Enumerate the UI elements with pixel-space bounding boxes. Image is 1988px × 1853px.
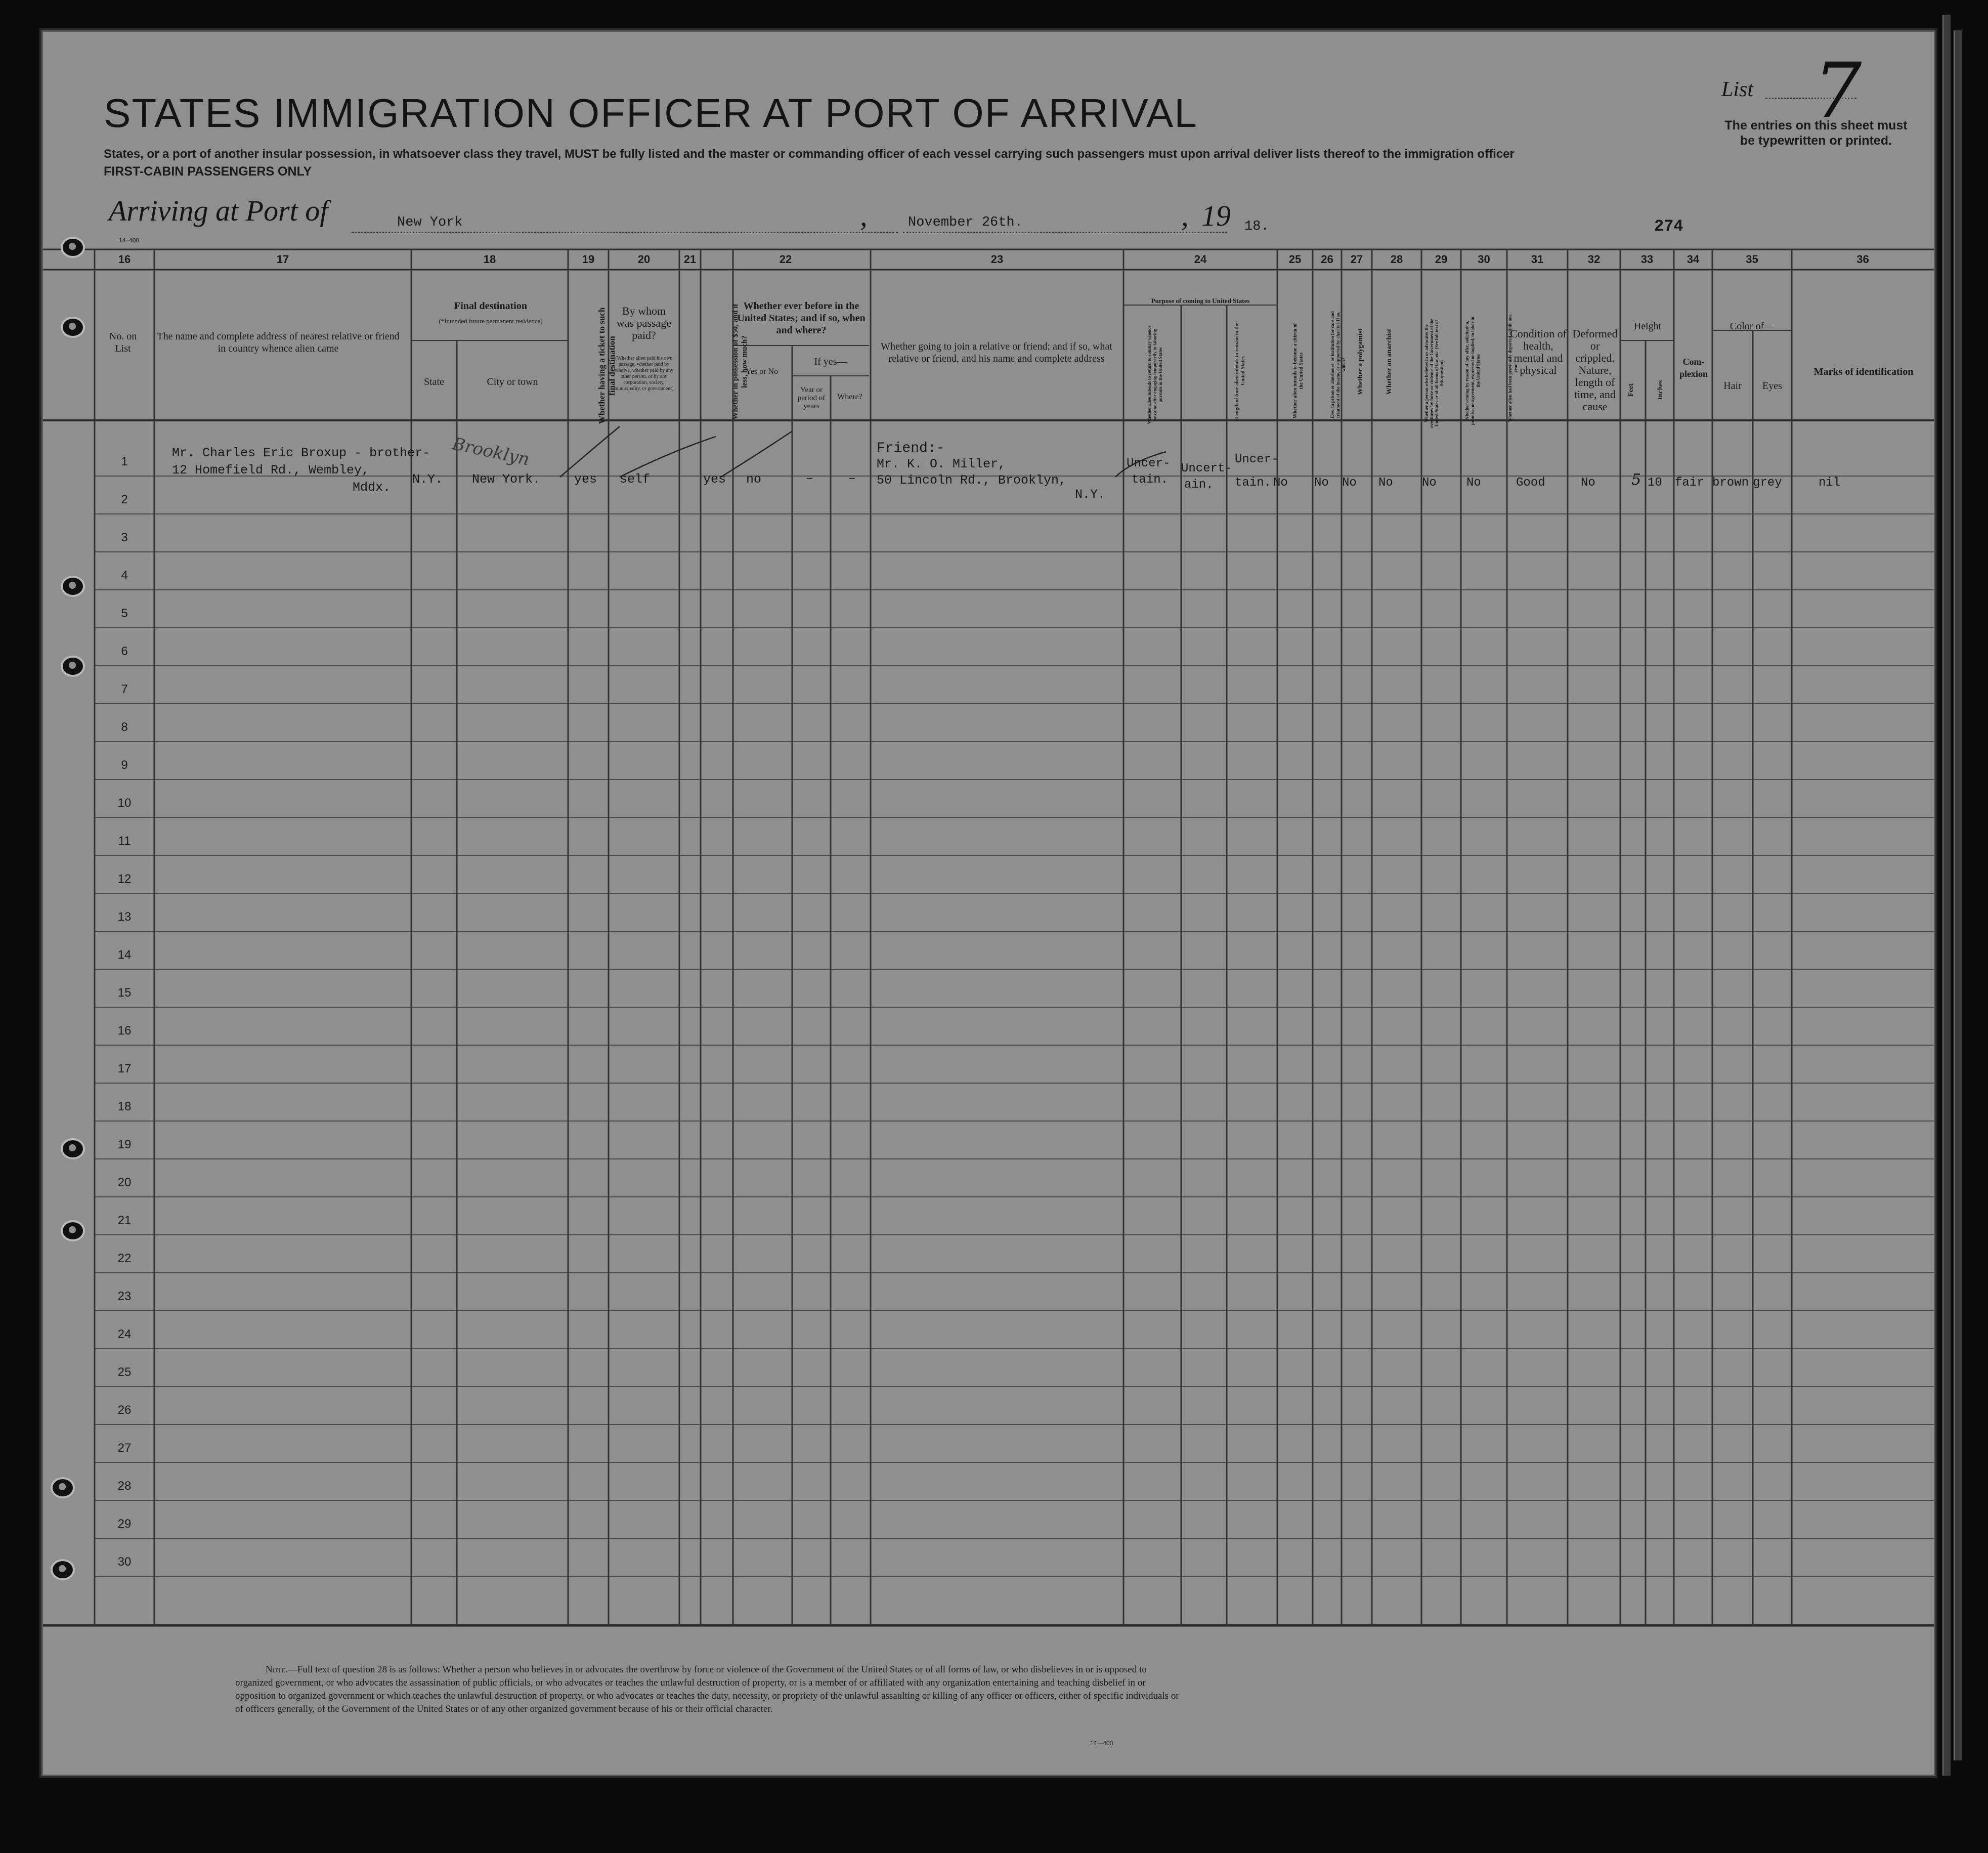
column-number: 16 bbox=[118, 253, 131, 266]
typewritten-note: The entries on this sheet must be typewritten or printed. bbox=[1724, 118, 1908, 148]
header-final-destination-sub: (*Intended future permanent residence) bbox=[439, 317, 543, 325]
header-city: City or town bbox=[487, 376, 538, 387]
row-number: 21 bbox=[117, 1214, 132, 1227]
anarchist-answer: No bbox=[1342, 476, 1357, 490]
column-number: 28 bbox=[1390, 253, 1403, 266]
header-final-destination: Final destination bbox=[454, 300, 527, 312]
binding-hole bbox=[61, 1138, 85, 1159]
header-purpose: Purpose of coming to United States bbox=[1151, 297, 1250, 305]
header-condition-health: Condition of health, mental and physical bbox=[1510, 328, 1567, 376]
been-before-year: – bbox=[806, 471, 814, 486]
binding-hole bbox=[51, 1559, 75, 1580]
purpose-length-1: Uncert- bbox=[1181, 462, 1232, 476]
column-number: 36 bbox=[1856, 253, 1869, 266]
header-has-50: Whether in possession of $50, and if less, how much? bbox=[731, 304, 749, 420]
has-50-answer: yes bbox=[703, 472, 726, 487]
header-state: State bbox=[424, 376, 444, 387]
ticket-answer: yes bbox=[574, 472, 597, 487]
join-name: Mr. K. O. Miller, bbox=[877, 457, 1006, 471]
row-number: 25 bbox=[117, 1365, 132, 1379]
row-number: 3 bbox=[121, 531, 128, 544]
list-label: List bbox=[1721, 78, 1754, 101]
manifest-sheet bbox=[41, 30, 1935, 1776]
row-number: 12 bbox=[117, 872, 132, 886]
row-number: 22 bbox=[117, 1252, 132, 1265]
column-number: 34 bbox=[1687, 253, 1700, 266]
header-ticket: Whether having a ticket to such final destination bbox=[597, 307, 617, 424]
header-marks: Marks of identification bbox=[1813, 366, 1914, 377]
row-number: 2 bbox=[121, 493, 128, 506]
header-deformed: Deformed or crippled. Nature, length of time, and cause bbox=[1572, 328, 1618, 413]
relative-county: Mddx. bbox=[353, 480, 391, 495]
column-number: 35 bbox=[1746, 253, 1758, 266]
eye-color: grey bbox=[1753, 476, 1782, 490]
arriving-label: Arriving at Port of bbox=[109, 194, 328, 227]
join-state: N.Y. bbox=[1075, 487, 1106, 502]
header-purpose-length: Length of time alien intends to remain in the United States bbox=[1234, 323, 1246, 419]
footnote-question-28 bbox=[235, 1663, 1186, 1716]
relative-street: 12 Homefield Rd., Wembley, bbox=[172, 463, 370, 478]
header-hair: Hair bbox=[1723, 380, 1742, 392]
binding-hole bbox=[61, 1220, 85, 1241]
been-before-where: – bbox=[848, 471, 856, 486]
row-number: 11 bbox=[118, 834, 131, 848]
page-number: 274 bbox=[1654, 217, 1683, 236]
header-eyes: Eyes bbox=[1762, 380, 1782, 392]
identification-marks: nil bbox=[1819, 476, 1841, 490]
destination-city: New York. bbox=[472, 472, 541, 487]
list-number: 7 bbox=[1813, 47, 1862, 135]
header-inches: Inches bbox=[1657, 380, 1664, 400]
year-suffix: 18. bbox=[1244, 219, 1269, 234]
question-29-answer: No bbox=[1422, 476, 1437, 490]
header-height: Height bbox=[1633, 321, 1662, 332]
column-number: 18 bbox=[483, 253, 496, 266]
height-inches: 10 bbox=[1648, 476, 1662, 490]
row-number: 28 bbox=[117, 1479, 132, 1493]
note-label: Note. bbox=[266, 1664, 288, 1675]
purpose-return-1: Uncer- bbox=[1127, 457, 1171, 470]
binding-hole bbox=[51, 1477, 75, 1498]
binding-hole bbox=[61, 576, 85, 597]
paid-by: self bbox=[620, 472, 651, 487]
passenger-class: FIRST-CABIN PASSENGERS ONLY bbox=[104, 164, 312, 179]
purpose-citizen-2: tain. bbox=[1235, 476, 1272, 490]
row-number: 30 bbox=[117, 1555, 132, 1569]
row-number: 24 bbox=[117, 1327, 132, 1341]
column-number: 19 bbox=[582, 253, 595, 266]
column-number: 23 bbox=[990, 253, 1004, 266]
row-number: 4 bbox=[121, 569, 128, 582]
header-no-on-list: No. on List bbox=[109, 331, 137, 354]
purpose-return-2: tain. bbox=[1132, 473, 1169, 487]
column-number: 27 bbox=[1350, 253, 1363, 266]
header-by-whom-paid-sub: (Whether alien paid his own passage, whether paid by relative, whether paid by any other person, or by any corporation, society, municipality, or government) bbox=[614, 356, 674, 392]
row-number: 15 bbox=[117, 986, 132, 1000]
join-relation: Friend:- bbox=[877, 441, 945, 456]
column-number: 29 bbox=[1435, 253, 1448, 266]
header-anarchist: Whether an anarchist bbox=[1386, 328, 1393, 395]
destination-city-handwritten: Brooklyn bbox=[450, 434, 532, 470]
polygamist-answer: No bbox=[1314, 476, 1329, 490]
deported-answer: No bbox=[1466, 476, 1481, 490]
header-color-of: Color of— bbox=[1730, 321, 1775, 332]
header-question-29: Whether coming by reason of any offer, solicitation, promise, or agreement, expressed or implied, to labor in the United States bbox=[1464, 316, 1481, 425]
column-number: 20 bbox=[637, 253, 651, 266]
header-polygamist: Whether a polygamist bbox=[1357, 328, 1364, 395]
header-if-yes: If yes— bbox=[814, 356, 847, 367]
binding-hole bbox=[61, 237, 85, 258]
row-number: 1 bbox=[121, 455, 128, 468]
row-number: 6 bbox=[121, 644, 128, 658]
stacked-page-edge bbox=[1942, 15, 1951, 1776]
row-number: 16 bbox=[117, 1024, 132, 1038]
column-number: 22 bbox=[779, 253, 792, 266]
port-of-arrival: New York bbox=[397, 215, 463, 230]
row-number: 14 bbox=[117, 948, 132, 962]
header-by-whom-paid: By whom was passage paid? bbox=[616, 305, 672, 341]
form-instructions: States, or a port of another insular possession, in whatsoever class they travel, MUST be fully listed and the master or commanding officer of each vessel carrying such passengers must upon arrival deliver lists thereof to the immigration officer bbox=[104, 147, 1515, 161]
complexion-answer: fair bbox=[1675, 476, 1704, 490]
row-number: 27 bbox=[117, 1441, 132, 1455]
header-purpose-return: Whether alien intends to return to country whence he came after engaging temporarily in laboring pursuits in the United States bbox=[1147, 325, 1163, 424]
header-where: Where? bbox=[837, 393, 862, 401]
column-number: 25 bbox=[1288, 253, 1302, 266]
column-number: 17 bbox=[276, 253, 289, 266]
arrival-date: November 26th. bbox=[908, 215, 1023, 230]
column-number: 33 bbox=[1640, 253, 1654, 266]
column-number: 24 bbox=[1194, 253, 1207, 266]
form-code-top: 14–400 bbox=[119, 237, 140, 244]
header-purpose-citizen: Whether alien intends to become a citizen of the United States bbox=[1292, 323, 1304, 419]
row-number: 20 bbox=[117, 1176, 132, 1189]
height-feet: 5 bbox=[1631, 471, 1641, 489]
header-year: Year or period of years bbox=[797, 386, 826, 410]
header-feet: Feet bbox=[1627, 383, 1635, 397]
join-street: 50 Lincoln Rd., Brooklyn, bbox=[877, 473, 1067, 488]
header-deported: Whether alien had been previously deported within one year bbox=[1507, 314, 1518, 422]
relative-name: Mr. Charles Eric Broxup - brother- bbox=[172, 446, 430, 460]
header-question-28: Whether a person who believes in or advocates the overthrow by force or violence of the Government of the United States or of all forms of law, etc. (See full text of this question) bbox=[1424, 319, 1444, 428]
form-code-bottom: 14—400 bbox=[1090, 1740, 1113, 1747]
deformed-answer: No bbox=[1581, 476, 1595, 490]
year-prefix: 19 bbox=[1201, 199, 1231, 232]
row-number: 9 bbox=[121, 758, 128, 772]
manifest-grid bbox=[43, 32, 1934, 1775]
column-number: 32 bbox=[1587, 253, 1601, 266]
header-been-before: Whether ever before in the United States; and if so, when and where? bbox=[737, 300, 866, 336]
row-number: 13 bbox=[117, 910, 132, 924]
row-number: 23 bbox=[117, 1289, 132, 1303]
row-number: 17 bbox=[117, 1062, 132, 1075]
row-number: 19 bbox=[117, 1138, 132, 1151]
stacked-page-edge bbox=[1954, 30, 1962, 1760]
form-title: STATES IMMIGRATION OFFICER AT PORT OF ARRIVAL bbox=[104, 91, 1198, 136]
destination-state: N.Y. bbox=[412, 472, 443, 487]
row-number: 26 bbox=[117, 1403, 132, 1417]
column-number: 21 bbox=[683, 253, 697, 266]
row-number: 18 bbox=[117, 1100, 132, 1113]
comma: , bbox=[860, 199, 868, 232]
column-number: 26 bbox=[1321, 253, 1333, 266]
row-number: 29 bbox=[117, 1517, 132, 1531]
health-answer: Good bbox=[1516, 476, 1545, 490]
hair-color: brown bbox=[1712, 476, 1749, 490]
row-number: 7 bbox=[121, 682, 128, 696]
header-relative-address: The name and complete address of nearest relative or friend in country whence alien came bbox=[157, 331, 400, 354]
column-number: 31 bbox=[1531, 253, 1544, 266]
row-number: 8 bbox=[121, 720, 128, 734]
column-number: 30 bbox=[1478, 253, 1490, 266]
prison-answer: No bbox=[1273, 476, 1288, 490]
header-join-relative: Whether going to join a relative or friend; and if so, what relative or friend, and his name and complete address bbox=[881, 341, 1112, 364]
header-yes-no: Yes or No bbox=[745, 367, 779, 376]
purpose-citizen-1: Uncer- bbox=[1235, 453, 1279, 466]
binding-hole bbox=[61, 317, 85, 338]
note-text: —Full text of question 28 is as follows: Whether a person who believes in or advocates the overthrow by force or violence of the Government of the United States or of all forms of law, or who disbelieves in or is opposed to organized government, or who advocates the assassination of public officials, or who advocates or teaches the unlawful destruction of property, or is a member of or affiliated with any organization entertaining and teaching disbelief in or opposition to organized government or which teaches the unlawful destruction of property, or who advocates or teaches the duty, necessity, or propriety of the unlawful assaulting or killing of any officer or officers, either of specific individuals or of officers generally, of the Government of the United States or of any other organized government because of his or their official character. bbox=[235, 1664, 1179, 1714]
row-number: 5 bbox=[121, 607, 128, 620]
header-prison: Ever in prison or almshouse, or institution for care and treatment of the insane, or supported by charity? If so, which? bbox=[1330, 311, 1346, 418]
been-before-answer: no bbox=[746, 472, 762, 487]
purpose-length-2: ain. bbox=[1184, 478, 1214, 492]
comma: , bbox=[1181, 199, 1189, 232]
question-28-answer: No bbox=[1378, 476, 1393, 490]
row-number: 10 bbox=[117, 796, 132, 810]
header-complexion: Com-plexion bbox=[1679, 357, 1708, 379]
binding-hole bbox=[61, 656, 85, 677]
